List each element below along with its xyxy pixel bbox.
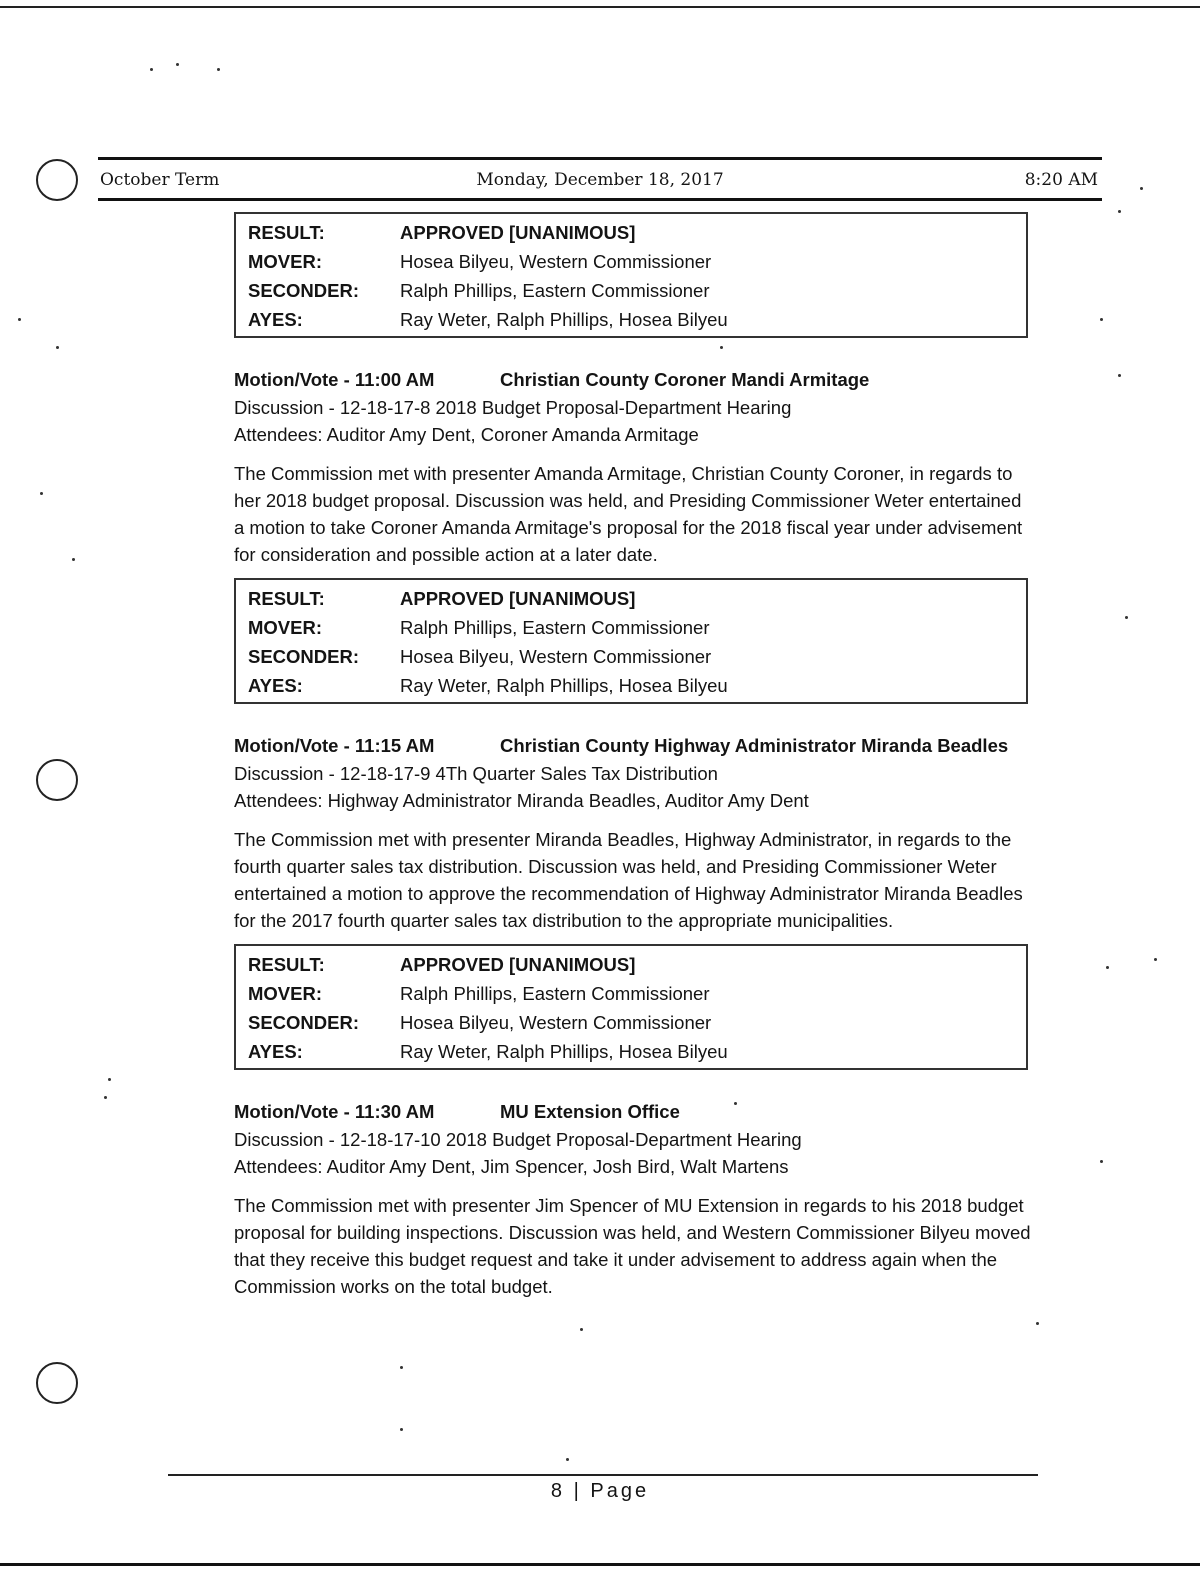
scan-speck bbox=[104, 1096, 107, 1099]
motion-discussion: Discussion - 12-18-17-8 2018 Budget Proposal-Department Hearing bbox=[234, 397, 792, 418]
scan-speck bbox=[40, 492, 43, 495]
motion-label: Motion/Vote - 11:00 AM bbox=[234, 369, 435, 390]
scan-speck bbox=[150, 68, 153, 71]
motion-heading bbox=[234, 1098, 1034, 1126]
scan-speck bbox=[1100, 1160, 1103, 1163]
vote-row-ayes bbox=[248, 1037, 1026, 1066]
scan-speck bbox=[18, 318, 21, 321]
header-time: 8:20 AM bbox=[1024, 170, 1098, 190]
header-term: October Term bbox=[100, 170, 220, 190]
vote-row-seconder bbox=[248, 1008, 1026, 1037]
motion-label: Motion/Vote - 11:30 AM bbox=[234, 1101, 435, 1122]
motion-attendees: Attendees: Auditor Amy Dent, Jim Spencer, Josh Bird, Walt Martens bbox=[234, 1156, 789, 1177]
scan-speck bbox=[1125, 616, 1128, 619]
motion-heading bbox=[234, 366, 1034, 394]
vote-label-result: RESULT: bbox=[248, 588, 325, 609]
vote-mover-value: Hosea Bilyeu, Western Commissioner bbox=[400, 251, 712, 272]
vote-label-seconder: SECONDER: bbox=[248, 1012, 360, 1033]
vote-label-mover: MOVER: bbox=[248, 983, 322, 1004]
vote-label-result: RESULT: bbox=[248, 222, 325, 243]
vote-result-value: APPROVED [UNANIMOUS] bbox=[400, 588, 636, 609]
vote-result-box bbox=[234, 212, 1028, 338]
motion-title: Christian County Coroner Mandi Armitage bbox=[500, 369, 870, 390]
scan-speck bbox=[1140, 187, 1143, 190]
vote-row-seconder bbox=[248, 642, 1026, 671]
vote-row-seconder bbox=[248, 276, 1026, 305]
scan-speck bbox=[1036, 1322, 1039, 1325]
scan-speck bbox=[108, 1078, 111, 1081]
scan-speck bbox=[1118, 210, 1121, 213]
motion-body: The Commission met with presenter Amanda Armitage, Christian County Coroner, in regards to her 2018 budget proposal. Discussion was held, and Presiding Commissioner Weter entertained a motion to take Coroner Amanda Armitage's proposal for the 2018 fiscal year under advisement for consideration and possible action at a later date. bbox=[234, 463, 1023, 565]
vote-row-mover bbox=[248, 979, 1026, 1008]
scan-speck bbox=[400, 1428, 403, 1431]
motion-body: The Commission met with presenter Jim Spencer of MU Extension in regards to his 2018 budget proposal for building inspections. Discussion was held, and Western Commissioner Bilyeu moved that they receive this budget request and take it under advisement to address again when the Commission works on the total budget. bbox=[234, 1195, 1031, 1297]
vote-result-value: APPROVED [UNANIMOUS] bbox=[400, 954, 636, 975]
motion-discussion: Discussion - 12-18-17-9 4Th Quarter Sales Tax Distribution bbox=[234, 763, 718, 784]
vote-seconder-value: Hosea Bilyeu, Western Commissioner bbox=[400, 646, 712, 667]
header-rule-top bbox=[98, 157, 1102, 160]
motion-label: Motion/Vote - 11:15 AM bbox=[234, 735, 435, 756]
page-number: 8 | Page bbox=[550, 1480, 650, 1502]
header-date: Monday, December 18, 2017 bbox=[476, 170, 724, 190]
motion-body: The Commission met with presenter Miranda Beadles, Highway Administrator, in regards to the fourth quarter sales tax distribution. Discussion was held, and Presiding Commissioner Weter entertained a motion to approve the recommendation of Highway Administrator Miranda Beadles for the 2017 fourth quarter sales tax distribution to the appropriate municipalities. bbox=[234, 829, 1023, 931]
motion-title: MU Extension Office bbox=[500, 1101, 680, 1122]
vote-label-ayes: AYES: bbox=[248, 309, 303, 330]
vote-label-ayes: AYES: bbox=[248, 1041, 303, 1062]
footer-rule bbox=[168, 1474, 1038, 1476]
vote-result-box bbox=[234, 578, 1028, 704]
motion-attendees: Attendees: Auditor Amy Dent, Coroner Amanda Armitage bbox=[234, 424, 699, 445]
page-header bbox=[98, 157, 1102, 201]
minutes-content bbox=[234, 212, 1034, 1310]
punch-hole-top bbox=[36, 159, 78, 201]
vote-mover-value: Ralph Phillips, Eastern Commissioner bbox=[400, 617, 710, 638]
scan-speck bbox=[217, 68, 220, 71]
motion-section bbox=[234, 366, 1034, 568]
scan-speck bbox=[1106, 966, 1109, 969]
vote-label-mover: MOVER: bbox=[248, 251, 322, 272]
vote-row-mover bbox=[248, 247, 1026, 276]
vote-label-result: RESULT: bbox=[248, 954, 325, 975]
vote-label-mover: MOVER: bbox=[248, 617, 322, 638]
motion-attendees: Attendees: Highway Administrator Miranda Beadles, Auditor Amy Dent bbox=[234, 790, 809, 811]
scan-speck bbox=[400, 1366, 403, 1369]
vote-row-result bbox=[248, 584, 1026, 613]
motion-heading bbox=[234, 732, 1034, 760]
vote-ayes-value: Ray Weter, Ralph Phillips, Hosea Bilyeu bbox=[400, 675, 728, 696]
vote-label-seconder: SECONDER: bbox=[248, 280, 360, 301]
vote-row-ayes bbox=[248, 671, 1026, 700]
vote-row-result bbox=[248, 950, 1026, 979]
scan-speck bbox=[72, 558, 75, 561]
scan-speck bbox=[176, 63, 179, 66]
motion-discussion: Discussion - 12-18-17-10 2018 Budget Proposal-Department Hearing bbox=[234, 1129, 802, 1150]
vote-label-seconder: SECONDER: bbox=[248, 646, 360, 667]
vote-ayes-value: Ray Weter, Ralph Phillips, Hosea Bilyeu bbox=[400, 1041, 728, 1062]
motion-title: Christian County Highway Administrator Miranda Beadles bbox=[500, 735, 1009, 756]
scan-speck bbox=[56, 346, 59, 349]
scan-speck bbox=[1100, 318, 1103, 321]
motion-section bbox=[234, 732, 1034, 934]
vote-label-ayes: AYES: bbox=[248, 675, 303, 696]
vote-result-value: APPROVED [UNANIMOUS] bbox=[400, 222, 636, 243]
scan-bottom-edge bbox=[0, 1563, 1200, 1566]
scan-speck bbox=[580, 1328, 583, 1331]
vote-ayes-value: Ray Weter, Ralph Phillips, Hosea Bilyeu bbox=[400, 309, 728, 330]
vote-row-mover bbox=[248, 613, 1026, 642]
vote-mover-value: Ralph Phillips, Eastern Commissioner bbox=[400, 983, 710, 1004]
vote-seconder-value: Hosea Bilyeu, Western Commissioner bbox=[400, 1012, 712, 1033]
scan-speck bbox=[1118, 374, 1121, 377]
scan-speck bbox=[566, 1458, 569, 1461]
header-rule-bottom bbox=[98, 198, 1102, 201]
vote-row-result bbox=[248, 218, 1026, 247]
vote-seconder-value: Ralph Phillips, Eastern Commissioner bbox=[400, 280, 710, 301]
motion-section bbox=[234, 1098, 1034, 1300]
punch-hole-middle bbox=[36, 759, 78, 801]
scan-top-edge bbox=[0, 6, 1200, 8]
scan-speck bbox=[1154, 958, 1157, 961]
punch-hole-bottom bbox=[36, 1362, 78, 1404]
vote-row-ayes bbox=[248, 305, 1026, 334]
vote-result-box bbox=[234, 944, 1028, 1070]
